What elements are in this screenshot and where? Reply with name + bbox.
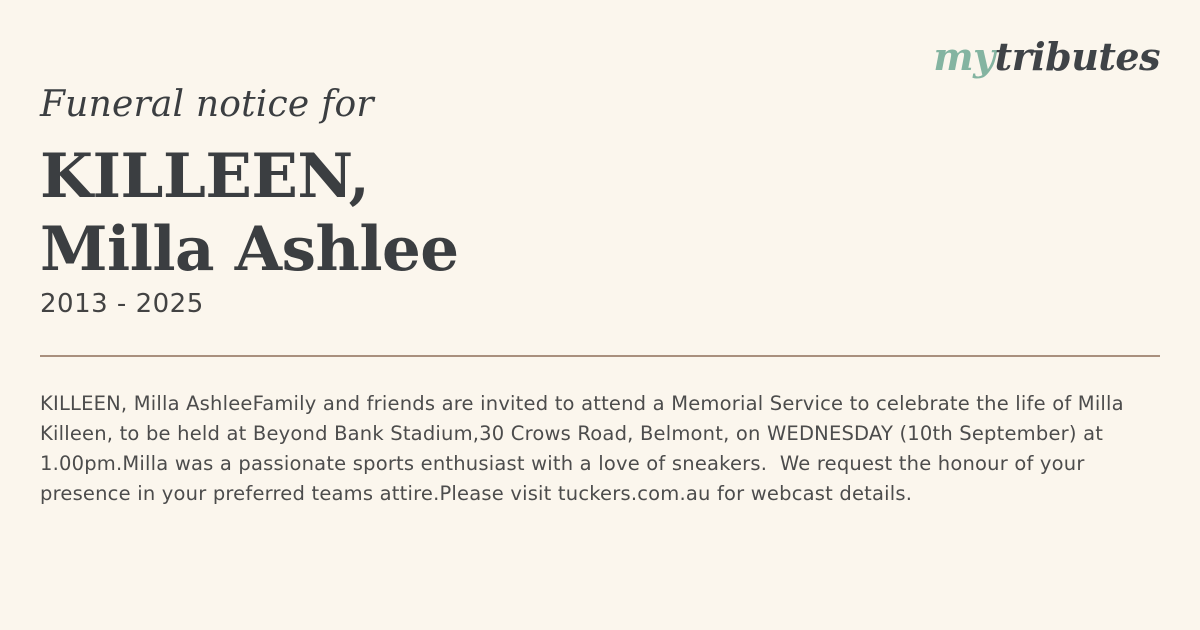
life-years: 2013 - 2025 <box>40 289 204 319</box>
mytributes-logo <box>933 34 1160 79</box>
logo-tributes-text: tributes <box>994 34 1160 79</box>
divider-line <box>40 355 1160 357</box>
deceased-name <box>40 140 459 286</box>
notice-type-label: Funeral notice for <box>40 84 374 125</box>
deceased-given-names: Milla Ashlee <box>40 214 459 285</box>
logo-my-text: my <box>933 34 995 79</box>
deceased-surname: KILLEEN, <box>40 141 370 212</box>
notice-body-text: KILLEEN, Milla AshleeFamily and friends are invited to attend a Memorial Service to celebrate the life of Milla Killeen, to be held at Beyond Bank Stadium,30 Crows Road, Belmont, on WEDNESDAY (10th September) at 1.00pm.Milla was a passionate sports enthusiast with a love of sneakers. We request the honour of your presence in your preferred teams attire.Please visit tuckers.com.au for webcast details. <box>40 392 1131 505</box>
